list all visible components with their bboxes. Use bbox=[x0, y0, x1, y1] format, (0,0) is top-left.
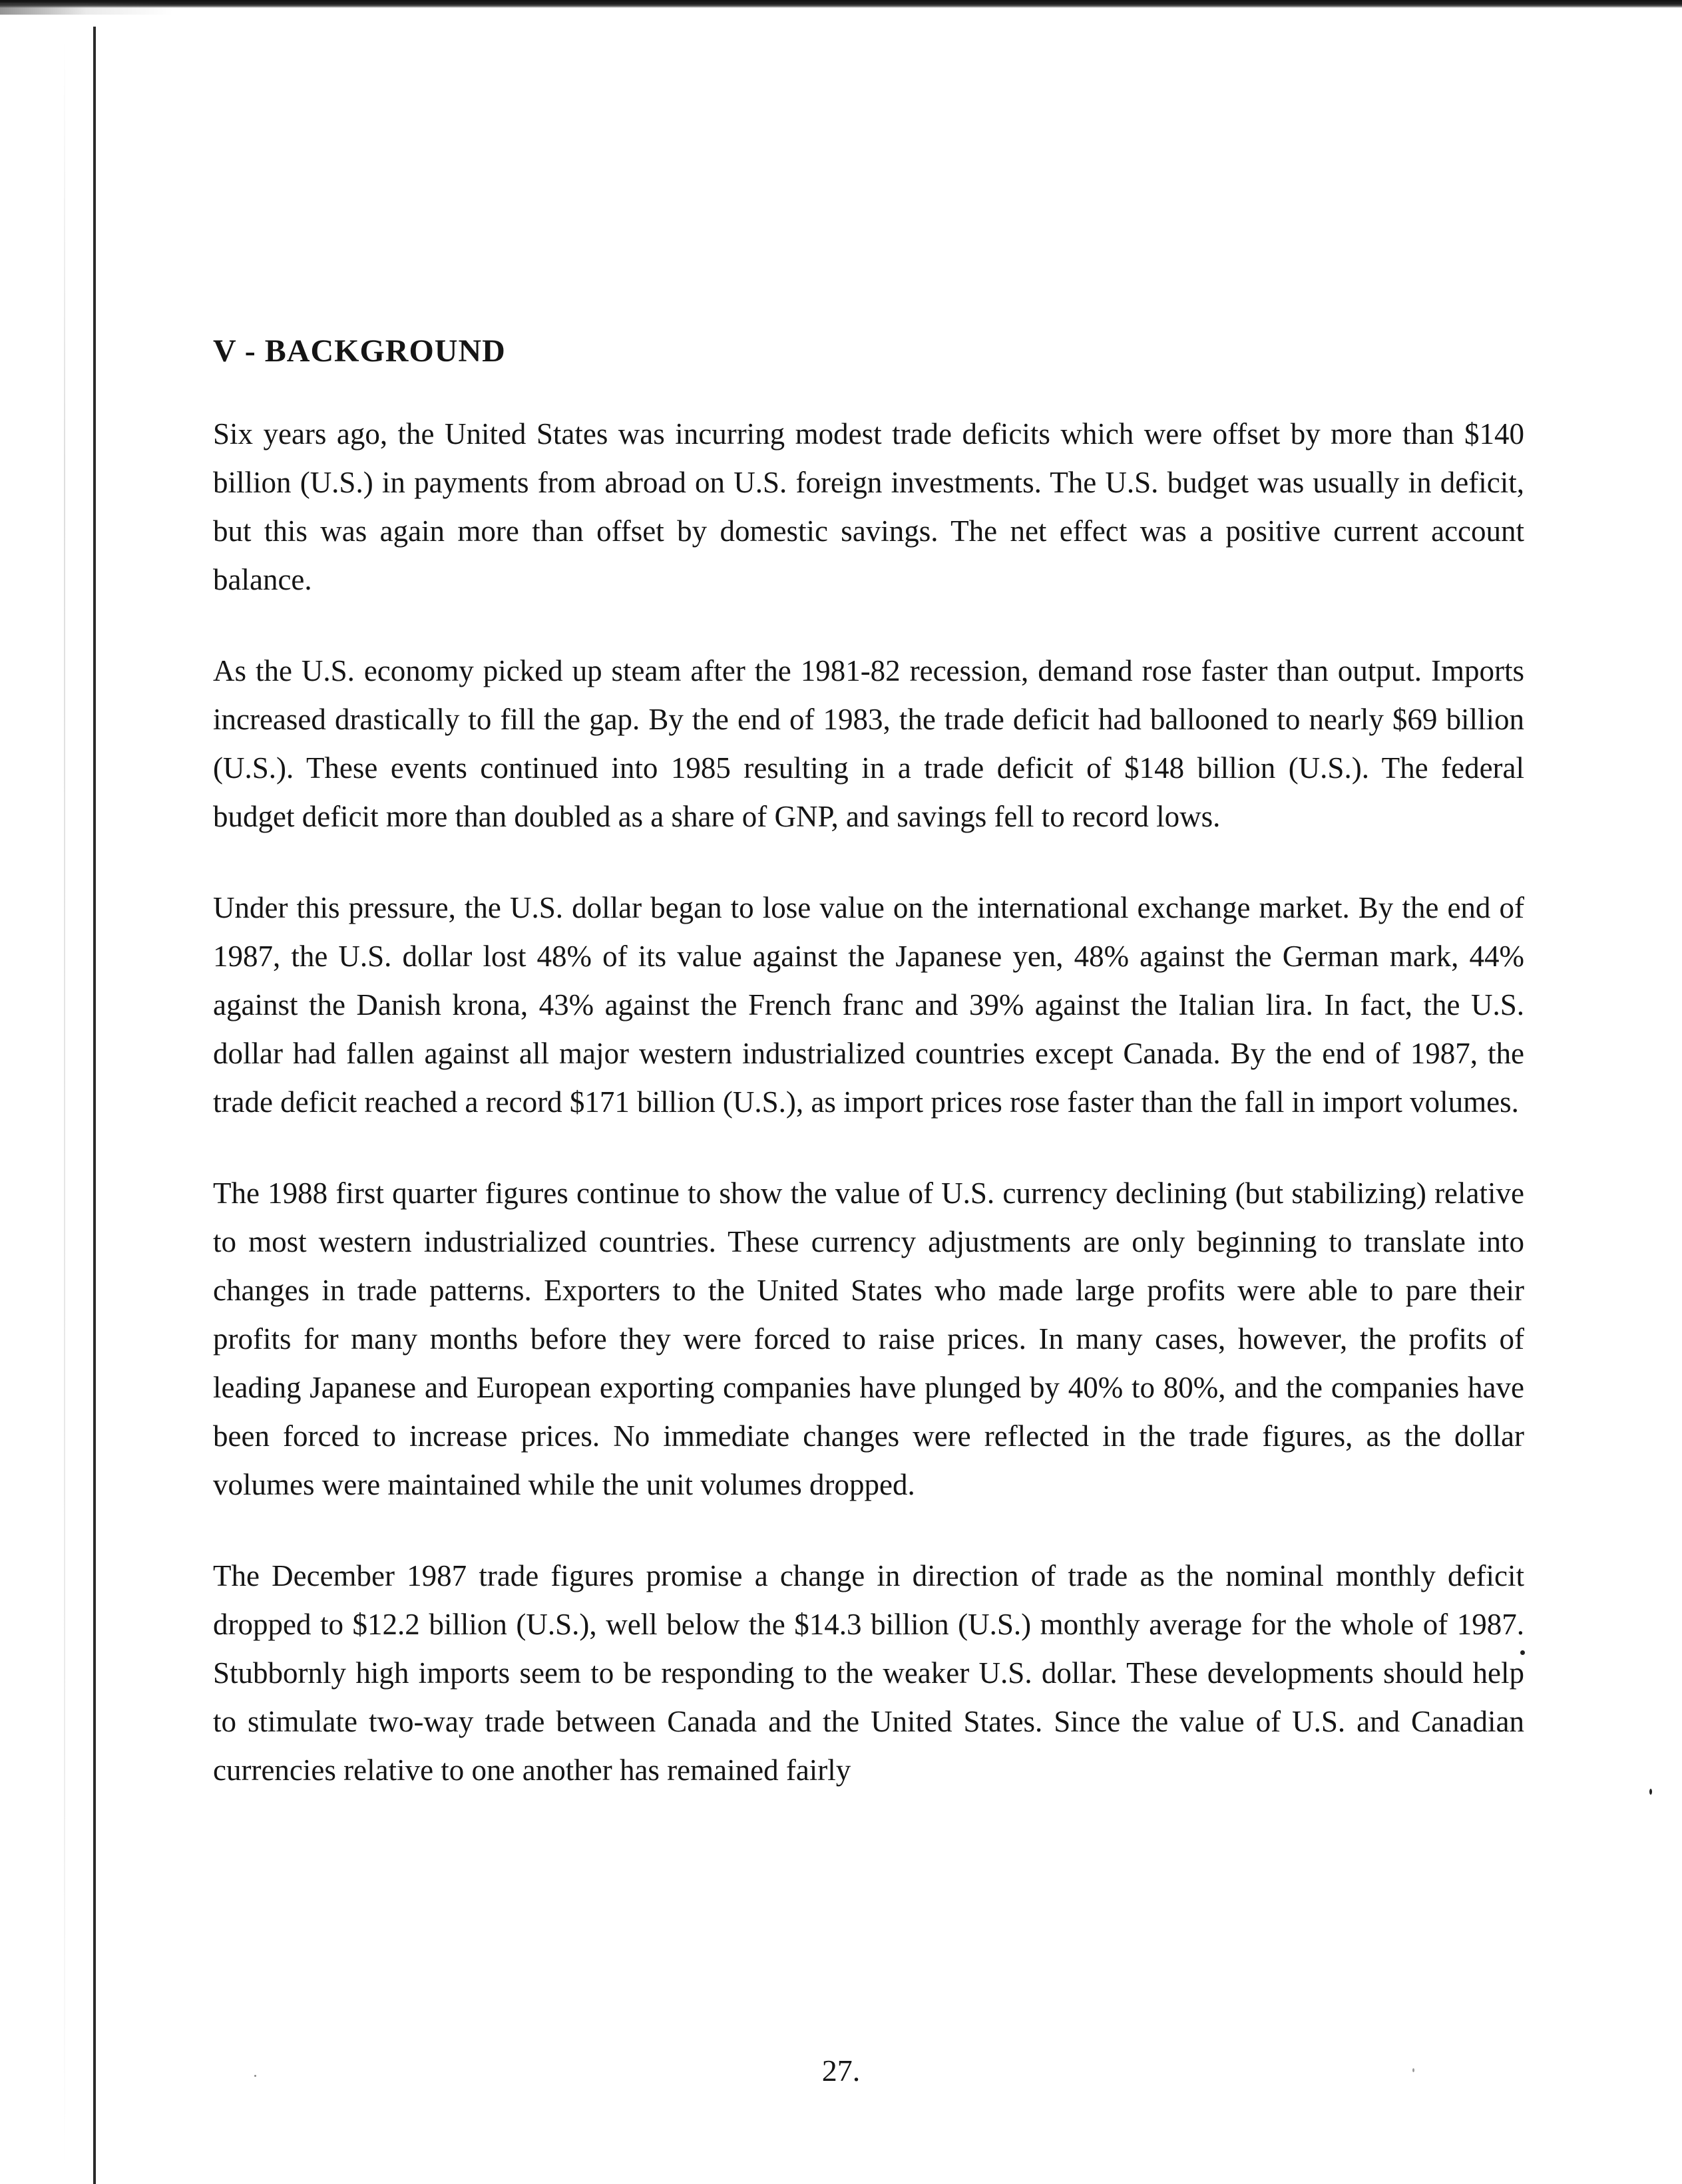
scan-top-smudge bbox=[0, 3, 173, 15]
scan-left-shadow bbox=[64, 40, 65, 2169]
paragraph-3: Under this pressure, the U.S. dollar began to lose value on the international exchange market. By the end of 1987, the U.S. dollar lost 48% of its value against the Japanese yen, 48% against the German mark, 44% against the Danish krona, 43% against the French franc and 39% against the Italian lira. In fact, the U.S. dollar had fallen against all major western industrialized countries except Canada. By the end of 1987, the trade deficit reached a record $171 billion (U.S.), as import prices rose faster than the fall in import volumes. bbox=[213, 891, 1524, 1119]
section-heading: V - BACKGROUND bbox=[213, 333, 506, 369]
scan-speck bbox=[1649, 1789, 1652, 1795]
scan-top-edge bbox=[0, 0, 1682, 8]
scan-speck bbox=[1520, 1650, 1525, 1655]
scan-speck bbox=[1412, 2068, 1414, 2072]
scan-speck bbox=[254, 2075, 256, 2077]
page-number: 27. bbox=[821, 2054, 861, 2088]
paragraph-4: The 1988 first quarter figures continue to show the value of U.S. currency declining (but stabilizing) relative to most western industrialized countries. These currency adjustments are only beginning to translate into changes in trade patterns. Exporters to the United States who made large profits were able to pare their profits for many months before they were forced to raise prices. In many cases, however, the profits of leading Japanese and European exporting companies have plunged by 40% to 80%, and the companies have been forced to increase prices. No immediate changes were reflected in the trade figures, as the dollar volumes were maintained while the unit volumes dropped. bbox=[213, 1177, 1524, 1501]
scan-left-edge bbox=[93, 27, 96, 2184]
paragraph-5: The December 1987 trade figures promise a change in direction of trade as the nominal monthly deficit dropped to $12.2 billion (U.S.), well below the $14.3 billion (U.S.) monthly average for the whole of 1987. Stubbornly high imports seem to be responding to the weaker U.S. dollar. These developments should help to stimulate two-way trade between Canada and the United States. Since the value of U.S. and Canadian currencies relative to one another has remained fairly bbox=[213, 1559, 1524, 1787]
paragraph-1: Six years ago, the United States was incurring modest trade deficits which were offset by more than $140 billion (U.S.) in payments from abroad on U.S. foreign investments. The U.S. budget was usually in deficit, but this was again more than offset by domestic savings. The net effect was a positive current account balance. bbox=[213, 417, 1524, 596]
paragraph-2: As the U.S. economy picked up steam after the 1981-82 recession, demand rose faster than output. Imports increased drastically to fill the gap. By the end of 1983, the trade deficit had ballooned to nearly $69 billion (U.S.). These events continued into 1985 resulting in a trade deficit of $148 billion (U.S.). The federal budget deficit more than doubled as a share of GNP, and savings fell to record lows. bbox=[213, 654, 1524, 833]
document-body bbox=[213, 327, 1524, 1837]
